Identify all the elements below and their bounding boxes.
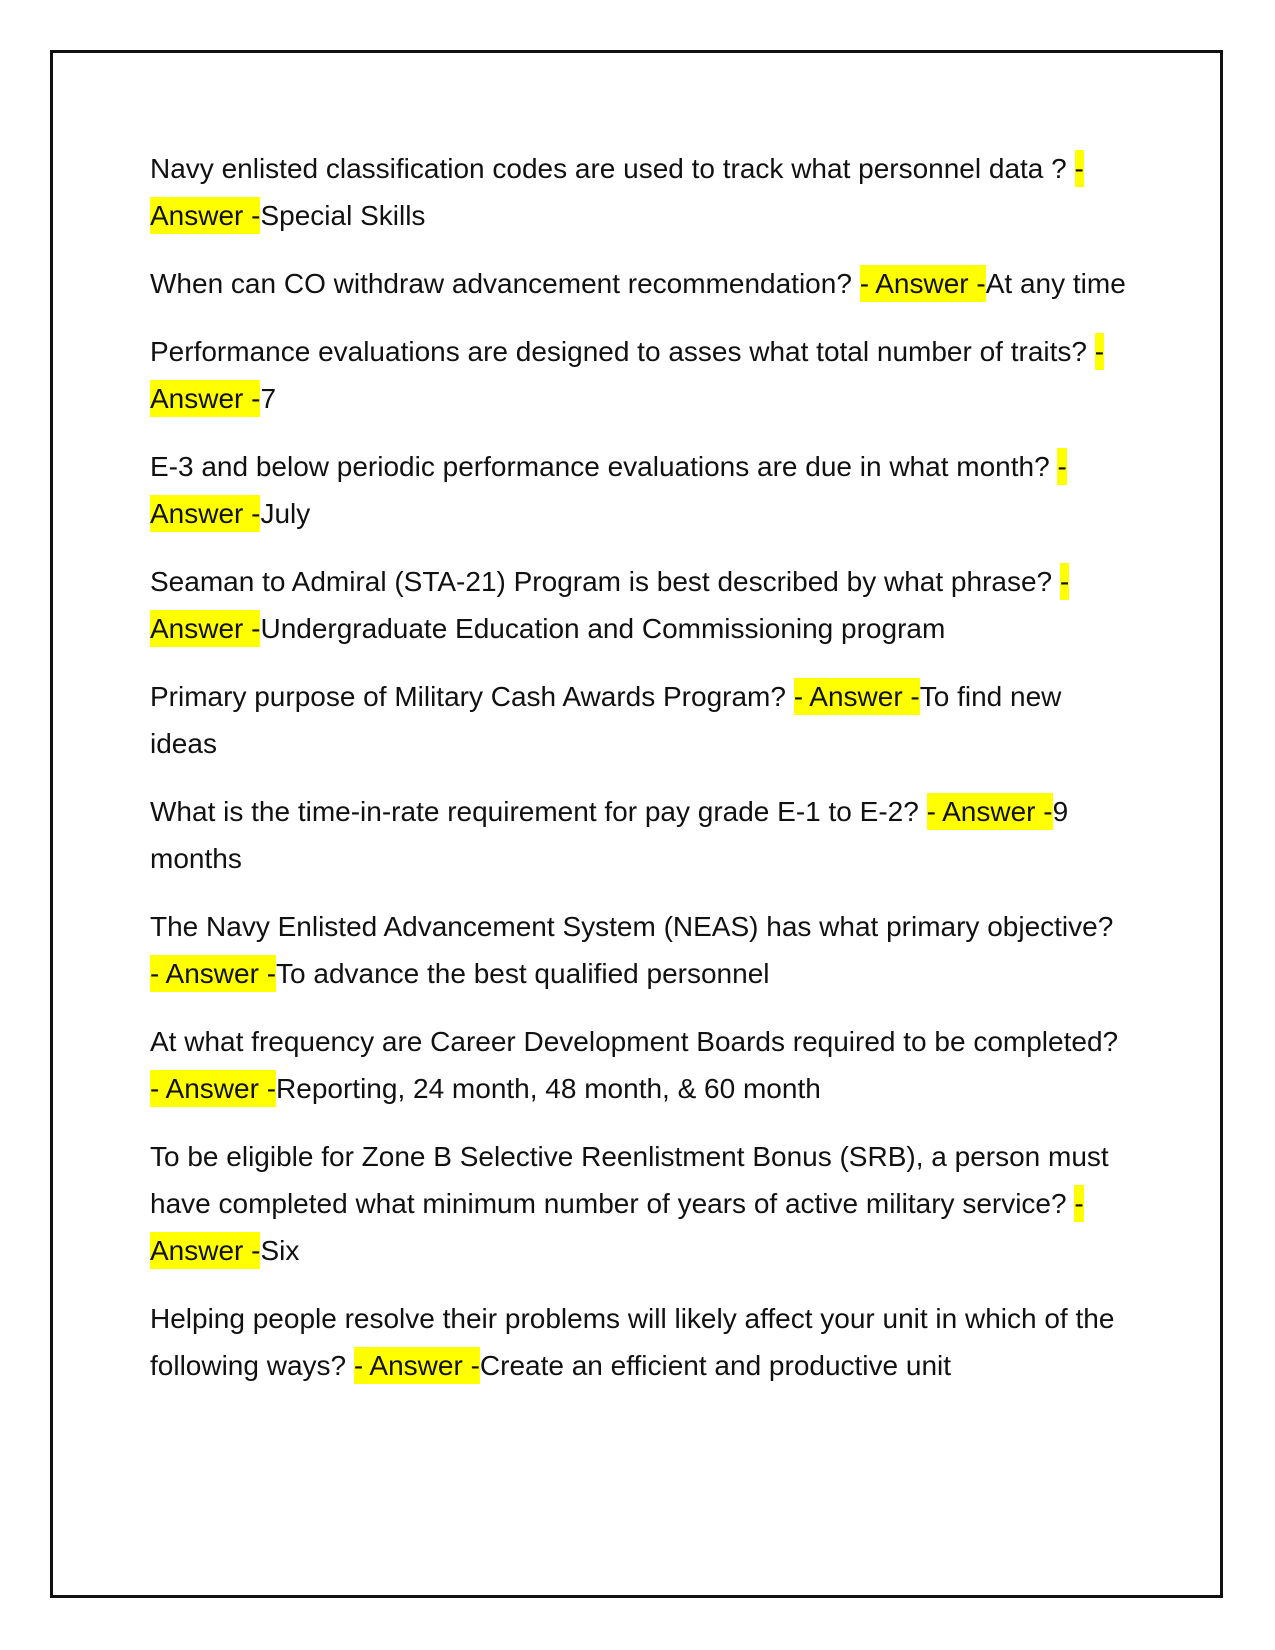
question-text: Helping people resolve their problems will likely affect your unit in which of the following ways?	[150, 1303, 1115, 1381]
answer-marker: - Answer -	[860, 265, 986, 302]
qa-item	[150, 443, 1130, 537]
answer-marker: - Answer -	[150, 955, 276, 992]
answer-marker: - Answer -	[150, 1185, 1084, 1269]
answer-marker: - Answer -	[150, 1070, 276, 1107]
question-text: Navy enlisted classification codes are used to track what personnel data ?	[150, 153, 1075, 184]
answer-marker: - Answer -	[794, 678, 920, 715]
answer-text: Undergraduate Education and Commissioning program	[260, 613, 946, 644]
qa-item	[150, 903, 1130, 997]
answer-text: To find new ideas	[150, 681, 1062, 759]
answer-marker: - Answer -	[927, 793, 1053, 830]
answer-marker: - Answer -	[354, 1347, 480, 1384]
question-text: When can CO withdraw advancement recommendation?	[150, 268, 860, 299]
qa-item	[150, 1295, 1130, 1389]
question-text: What is the time-in-rate requirement for pay grade E-1 to E-2?	[150, 796, 927, 827]
question-text: E-3 and below periodic performance evaluations are due in what month?	[150, 451, 1058, 482]
answer-marker: - Answer -	[150, 563, 1069, 647]
qa-item	[150, 1018, 1130, 1112]
answer-text: July	[260, 498, 311, 529]
answer-marker: - Answer -	[150, 448, 1067, 532]
answer-text: 7	[260, 383, 277, 414]
answer-text: To advance the best qualified personnel	[276, 958, 770, 989]
answer-text: Reporting, 24 month, 48 month, & 60 month	[276, 1073, 821, 1104]
qa-item	[150, 328, 1130, 422]
question-text: The Navy Enlisted Advancement System (NEAS) has what primary objective?	[150, 911, 1114, 942]
qa-item	[150, 788, 1130, 882]
qa-item	[150, 1133, 1130, 1274]
answer-text: Create an efficient and productive unit	[479, 1350, 952, 1381]
qa-item	[150, 673, 1130, 767]
question-text: To be eligible for Zone B Selective Reenlistment Bonus (SRB), a person must have completed what minimum number of years of active military service?	[150, 1141, 1109, 1219]
answer-marker: - Answer -	[150, 333, 1104, 417]
qa-item	[150, 145, 1130, 239]
question-text: Primary purpose of Military Cash Awards Program?	[150, 681, 794, 712]
answer-marker: - Answer -	[150, 150, 1084, 234]
answer-text: 9 months	[150, 796, 1069, 874]
answer-text: At any time	[985, 268, 1126, 299]
qa-item	[150, 260, 1130, 307]
question-text: Performance evaluations are designed to asses what total number of traits?	[150, 336, 1095, 367]
question-text: Seaman to Admiral (STA-21) Program is best described by what phrase?	[150, 566, 1060, 597]
question-text: At what frequency are Career Development Boards required to be completed?	[150, 1026, 1119, 1057]
answer-text: Six	[260, 1235, 300, 1266]
qa-list	[150, 145, 1130, 1410]
qa-item	[150, 558, 1130, 652]
answer-text: Special Skills	[260, 200, 426, 231]
